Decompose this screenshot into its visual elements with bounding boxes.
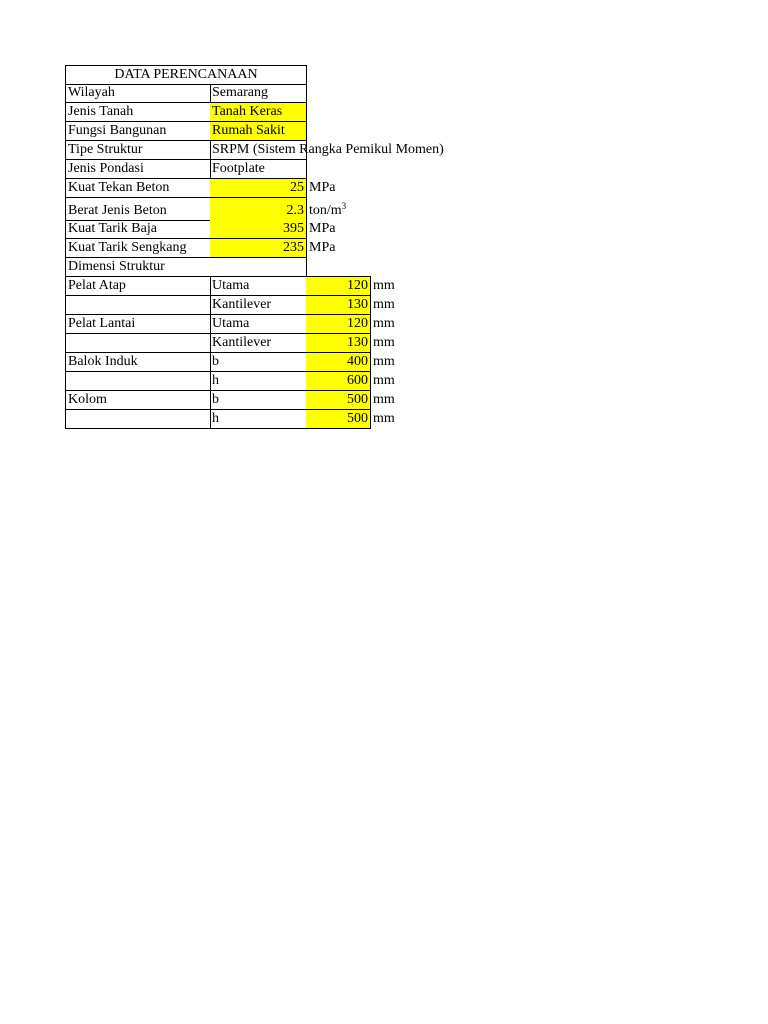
value-fungsi-bangunan[interactable]: Rumah Sakit: [210, 122, 307, 141]
label-kuat-tarik-baja: Kuat Tarik Baja: [65, 220, 211, 239]
value-kuat-tekan-beton[interactable]: 25: [210, 179, 307, 198]
label-jenis-tanah: Jenis Tanah: [65, 103, 211, 122]
dim-value-pelat-lantai-utama[interactable]: 120: [306, 315, 371, 334]
value-jenis-tanah[interactable]: Tanah Keras: [210, 103, 307, 122]
dim-value-kolom-b[interactable]: 500: [306, 391, 371, 410]
dim-unit-balok-induk-h: mm: [373, 373, 395, 388]
dim-value-balok-induk-b[interactable]: 400: [306, 353, 371, 372]
unit-kuat-tekan-beton: MPa: [309, 180, 336, 195]
dim-sub-pelat-lantai-kantilever: Kantilever: [210, 334, 307, 353]
dim-sub-kolom-b: b: [210, 391, 307, 410]
label-tipe-struktur: Tipe Struktur: [65, 141, 211, 160]
dim-sub-kolom-h: h: [210, 410, 307, 429]
label-berat-jenis-beton: Berat Jenis Beton: [65, 198, 211, 221]
dim-label-balok-induk-h: [65, 372, 211, 391]
dim-unit-kolom-b: mm: [373, 392, 395, 407]
dim-value-pelat-lantai-kantilever[interactable]: 130: [306, 334, 371, 353]
dim-value-pelat-atap-utama[interactable]: 120: [306, 276, 371, 296]
sheet-title: DATA PERENCANAAN: [65, 65, 307, 85]
value-berat-jenis-beton[interactable]: 2.3: [210, 198, 307, 221]
dim-unit-kolom-h: mm: [373, 411, 395, 426]
dim-label-pelat-atap-kantilever: [65, 296, 211, 315]
dim-value-pelat-atap-kantilever[interactable]: 130: [306, 296, 371, 315]
dim-sub-pelat-atap-utama: Utama: [210, 276, 307, 296]
dim-label-pelat-lantai: Pelat Lantai: [65, 315, 211, 334]
label-jenis-pondasi: Jenis Pondasi: [65, 160, 211, 179]
dim-label-balok-induk: Balok Induk: [65, 353, 211, 372]
label-kuat-tarik-sengkang: Kuat Tarik Sengkang: [65, 239, 211, 258]
dim-label-kolom: Kolom: [65, 391, 211, 410]
value-kuat-tarik-sengkang[interactable]: 235: [210, 239, 307, 258]
dim-unit-pelat-lantai-kantilever: mm: [373, 335, 395, 350]
unit-superscript: 3: [341, 201, 347, 211]
dim-unit-pelat-lantai-utama: mm: [373, 316, 395, 331]
dim-sub-pelat-atap-kantilever: Kantilever: [210, 296, 307, 315]
value-kuat-tarik-baja[interactable]: 395: [210, 220, 307, 239]
dim-value-balok-induk-h[interactable]: 600: [306, 372, 371, 391]
label-wilayah: Wilayah: [65, 84, 211, 103]
dim-value-kolom-h[interactable]: 500: [306, 410, 371, 429]
dim-unit-pelat-atap-kantilever: mm: [373, 297, 395, 312]
unit-berat-jenis-beton: ton/$m^3$: [309, 201, 347, 218]
label-fungsi-bangunan: Fungsi Bangunan: [65, 122, 211, 141]
dim-unit-pelat-atap-utama: mm: [373, 278, 395, 293]
unit-kuat-tarik-baja: MPa: [309, 221, 336, 236]
dim-unit-balok-induk-b: mm: [373, 354, 395, 369]
dim-label-pelat-atap: Pelat Atap: [65, 277, 211, 296]
dim-sub-balok-induk-h: h: [210, 372, 307, 391]
value-wilayah[interactable]: Semarang: [210, 84, 307, 103]
unit-kuat-tarik-sengkang: MPa: [309, 240, 336, 255]
label-kuat-tekan-beton: Kuat Tekan Beton: [65, 179, 211, 198]
dim-label-pelat-lantai-kantilever: [65, 334, 211, 353]
dim-sub-balok-induk-b: b: [210, 353, 307, 372]
value-tipe-struktur[interactable]: SRPM (Sistem Rangka Pemikul Momen): [210, 141, 307, 160]
dim-sub-pelat-lantai-utama: Utama: [210, 315, 307, 334]
value-jenis-pondasi[interactable]: Footplate: [210, 160, 307, 179]
dim-label-kolom-h: [65, 410, 211, 429]
dimensi-struktur-header: Dimensi Struktur: [65, 258, 307, 277]
